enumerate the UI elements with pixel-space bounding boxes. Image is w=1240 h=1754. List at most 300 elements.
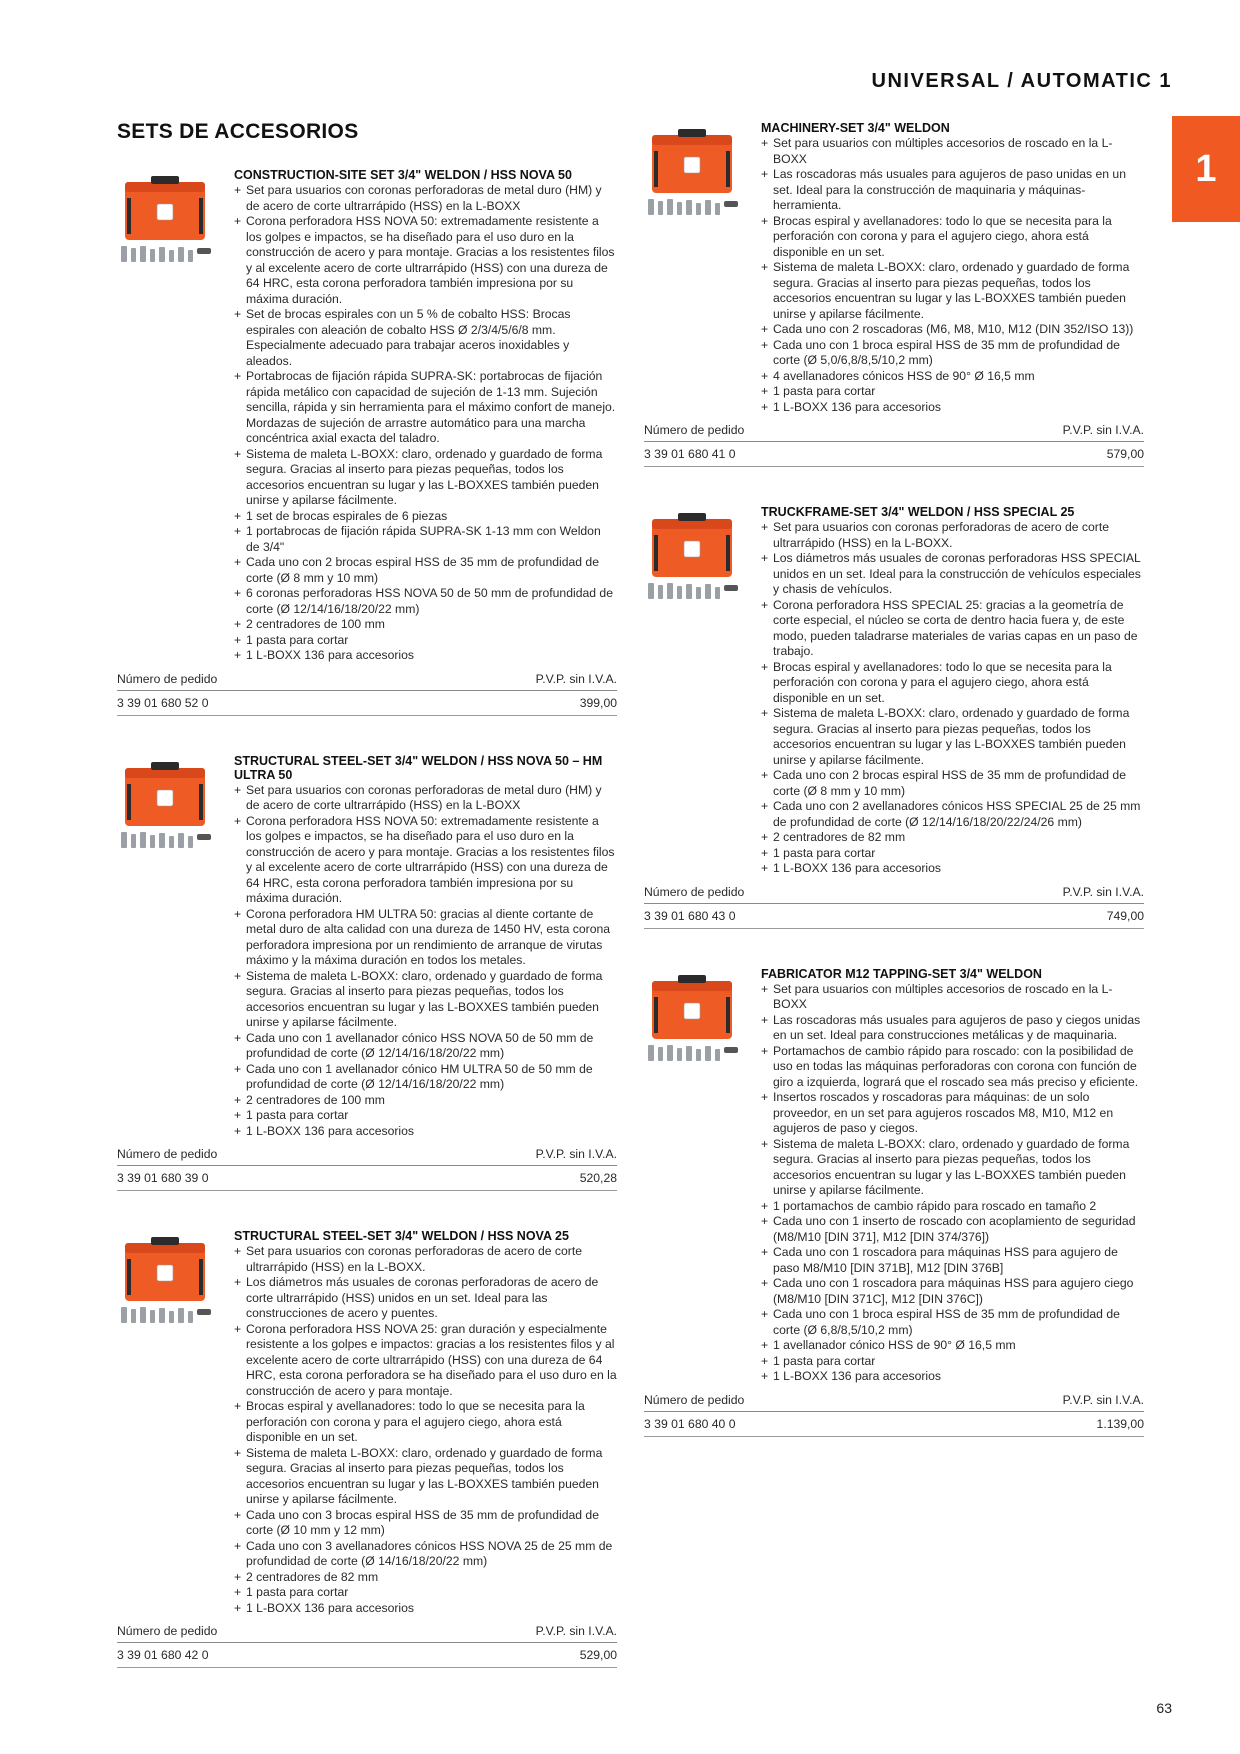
case-label bbox=[684, 1003, 700, 1019]
case-latch bbox=[199, 784, 203, 820]
feature-text: Set de brocas espirales con un 5 % de cobalto HSS: Brocas espirales con aleación de cobalto HSS Ø 2/3/4/5/6/8 mm. Especialmente adecuado para trabajar aceros inoxidables y aleados. bbox=[246, 307, 571, 368]
order-number-label: Número de pedido bbox=[644, 423, 745, 437]
l-boxx-product-image bbox=[117, 756, 221, 858]
feature-item bbox=[234, 1124, 617, 1140]
feature-item bbox=[234, 214, 617, 307]
feature-item bbox=[234, 369, 617, 447]
feature-item bbox=[761, 400, 1144, 416]
feature-text: Sistema de maleta L-BOXX: claro, ordenado y guardado de forma segura. Gracias al inserto para piezas pequeñas, todos los accesorios encuentran su lugar y las L-BOXXES también pueden unirse y apilarse fácilmente. bbox=[773, 1136, 1130, 1197]
case-latch bbox=[199, 1259, 203, 1295]
feature-text: 1 L-BOXX 136 para accesorios bbox=[246, 648, 415, 662]
price-label: P.V.P. sin I.V.A. bbox=[1062, 1392, 1144, 1407]
feature-item bbox=[234, 1446, 617, 1508]
feature-item bbox=[234, 183, 617, 214]
case-handle bbox=[151, 176, 179, 184]
feature-item bbox=[761, 1307, 1144, 1338]
l-boxx-product-image bbox=[644, 123, 748, 225]
bullet-plus-icon: + bbox=[761, 1214, 769, 1228]
feature-text: Set para usuarios con coronas perforadoras de metal duro (HM) y de acero de corte ultrarrápido (HSS) en la L-BOXX bbox=[246, 782, 602, 812]
feature-text: Cada uno con 2 avellanadores cónicos HSS SPECIAL 25 de 25 mm de profundidad de corte (Ø 12/14/16/18/20/22/24/26 mm) bbox=[773, 799, 1141, 829]
feature-item bbox=[761, 136, 1144, 167]
right-column bbox=[644, 121, 1144, 1437]
feature-text: Set para usuarios con múltiples accesorios de roscado en la L-BOXX bbox=[773, 136, 1113, 166]
feature-item bbox=[761, 1245, 1144, 1276]
accessory-tools bbox=[648, 199, 738, 215]
accessory-tools bbox=[121, 1307, 211, 1323]
feature-item bbox=[234, 586, 617, 617]
feature-item bbox=[761, 1090, 1144, 1137]
bullet-plus-icon: + bbox=[761, 167, 769, 181]
bullet-plus-icon: + bbox=[761, 1276, 769, 1290]
bullet-plus-icon: + bbox=[234, 508, 242, 523]
bullet-plus-icon: + bbox=[761, 399, 769, 414]
feature-text: Set para usuarios con coronas perforadoras de metal duro (HM) y de acero de corte ultrarrápido (HSS) en la L-BOXX bbox=[246, 183, 602, 213]
case-label bbox=[684, 541, 700, 557]
bullet-plus-icon: + bbox=[761, 1136, 769, 1151]
feature-text: 1 L-BOXX 136 para accesorios bbox=[773, 861, 942, 875]
bullet-plus-icon: + bbox=[234, 632, 242, 647]
feature-item bbox=[761, 830, 1144, 846]
order-table-row bbox=[117, 1166, 617, 1191]
feature-item bbox=[234, 648, 617, 664]
feature-item bbox=[761, 1199, 1144, 1215]
bullet-plus-icon: + bbox=[234, 648, 242, 662]
feature-item bbox=[234, 1570, 617, 1586]
feature-text: 4 avellanadores cónicos HSS de 90° Ø 16,5 mm bbox=[773, 368, 1035, 383]
feature-list bbox=[761, 982, 1144, 1385]
feature-text: Corona perforadora HSS SPECIAL 25: gracias a la geometría de corte especial, el núcleo se corta de dentro hacia fuera y, de este modo, pueden taladrarse materiales de varias capas en un paso de trabajo. bbox=[773, 597, 1138, 658]
product-entry bbox=[117, 168, 617, 716]
bullet-plus-icon: + bbox=[761, 260, 769, 274]
case-handle bbox=[151, 1237, 179, 1245]
feature-text: 1 L-BOXX 136 para accesorios bbox=[773, 399, 942, 414]
case-latch bbox=[127, 198, 131, 234]
price-label: P.V.P. sin I.V.A. bbox=[535, 1147, 617, 1161]
feature-text: Cada uno con 3 avellanadores cónicos HSS NOVA 25 de 25 mm de profundidad de corte (Ø 14/16/18/20/22 mm) bbox=[246, 1538, 613, 1568]
case-label bbox=[157, 1265, 173, 1281]
accessory-tools bbox=[121, 832, 211, 848]
feature-text: Cada uno con 1 avellanador cónico HM ULTRA 50 de 50 mm de profundidad de corte (Ø 12/14/16/18/20/22 mm) bbox=[246, 1061, 593, 1091]
feature-text: Cada uno con 2 roscadoras (M6, M8, M10, M12 (DIN 352/ISO 13)) bbox=[773, 322, 1134, 336]
order-table-row bbox=[117, 691, 617, 716]
feature-item bbox=[234, 555, 617, 586]
feature-item bbox=[761, 369, 1144, 385]
order-table-row bbox=[644, 904, 1144, 929]
bullet-plus-icon: + bbox=[761, 861, 769, 875]
product-body bbox=[234, 168, 617, 664]
feature-text: Brocas espiral y avellanadores: todo lo que se necesita para la perforación con corona y para el agujero ciego, ahora está disponible en un set. bbox=[246, 1399, 585, 1444]
feature-text: Los diámetros más usuales de coronas perforadoras HSS SPECIAL unidos en un set. Ideal para la construcción de vehículos especiales y chasis de vehículos. bbox=[773, 551, 1141, 596]
order-table bbox=[644, 421, 1144, 467]
product-body bbox=[761, 121, 1144, 415]
feature-text: Las roscadoras más usuales para agujeros de paso unidas en un set. Ideal para la construcción de maquinaria y máquinas-herramienta. bbox=[773, 167, 1126, 212]
feature-text: Cada uno con 1 inserto de roscado con acoplamiento de seguridad (M8/M10 [DIN 371], M12 [DIN 374/376]) bbox=[773, 1214, 1136, 1244]
feature-item bbox=[761, 1369, 1144, 1385]
feature-item bbox=[234, 1539, 617, 1570]
feature-text: 1 portamachos de cambio rápido para roscado en tamaño 2 bbox=[773, 1198, 1097, 1213]
bullet-plus-icon: + bbox=[234, 1445, 242, 1460]
order-table bbox=[117, 670, 617, 716]
bullet-plus-icon: + bbox=[234, 1030, 242, 1045]
feature-text: Corona perforadora HSS NOVA 25: gran duración y especialmente resistente a los golpes e impactos: gracias a los resistentes filos y al excelente acero de corte ultrarrápido (HSS) con una dureza de 64 HRC, esta corona perforadora se ha diseñado para el uso duro en la construcción de acero y para montaje. bbox=[246, 1321, 617, 1398]
feature-text: 1 set de brocas espirales de 6 piezas bbox=[246, 508, 448, 523]
feature-text: Sistema de maleta L-BOXX: claro, ordenado y guardado de forma segura. Gracias al inserto para piezas pequeñas, todos los accesorios encuentran su lugar y las L-BOXXES también pueden unirse y apilarse fácilmente. bbox=[773, 706, 1130, 767]
feature-list bbox=[761, 136, 1144, 415]
order-table-header bbox=[644, 1391, 1144, 1412]
feature-item bbox=[234, 969, 617, 1031]
feature-item bbox=[761, 384, 1144, 400]
case-label bbox=[157, 204, 173, 220]
bullet-plus-icon: + bbox=[761, 830, 769, 844]
bullet-plus-icon: + bbox=[761, 384, 769, 398]
order-number-label: Número de pedido bbox=[644, 1392, 745, 1407]
feature-item bbox=[761, 768, 1144, 799]
price-label: P.V.P. sin I.V.A. bbox=[1062, 884, 1144, 899]
bullet-plus-icon: + bbox=[761, 799, 769, 813]
chapter-tab: 1 bbox=[1172, 116, 1240, 222]
feature-item bbox=[234, 1244, 617, 1275]
feature-item bbox=[761, 520, 1144, 551]
product-title: TRUCKFRAME-SET 3/4" WELDON / HSS SPECIAL 25 bbox=[761, 505, 1075, 519]
feature-text: Portabrocas de fijación rápida SUPRA-SK: portabrocas de fijación rápida metálico con capacidad de sujeción de 1-13 mm. Sujeción sencilla, rápida y sin herramienta para el máximo confort de manejo. Mordazas de sujeción de arrastre automático para una marcha concéntrica axial exacta del taladro. bbox=[246, 369, 616, 445]
bullet-plus-icon: + bbox=[234, 307, 242, 321]
bullet-plus-icon: + bbox=[761, 368, 769, 383]
order-number-label: Número de pedido bbox=[644, 884, 745, 899]
bullet-plus-icon: + bbox=[234, 586, 242, 600]
section-title: SETS DE ACCESORIOS bbox=[117, 120, 359, 143]
bullet-plus-icon: + bbox=[761, 136, 769, 150]
bullet-plus-icon: + bbox=[234, 782, 242, 797]
feature-text: Sistema de maleta L-BOXX: claro, ordenado y guardado de forma segura. Gracias al inserto para piezas pequeñas, todos los accesorios encuentran su lugar y las L-BOXXES también pueden unirse y apilarse fácilmente. bbox=[246, 1445, 603, 1506]
page-header-title: UNIVERSAL / AUTOMATIC 1 bbox=[871, 70, 1172, 92]
product-spacer bbox=[644, 929, 1144, 967]
price-value: 529,00 bbox=[579, 1648, 617, 1662]
bullet-plus-icon: + bbox=[761, 1307, 769, 1321]
product-body bbox=[761, 505, 1144, 877]
bullet-plus-icon: + bbox=[761, 768, 769, 782]
feature-item bbox=[761, 846, 1144, 862]
case-latch bbox=[654, 535, 658, 571]
feature-text: Los diámetros más usuales de coronas perforadoras de acero de corte ultrarrápido (HSS) unidos en un set. Ideal para las construcciones de acero y puentes. bbox=[246, 1275, 599, 1320]
feature-text: Las roscadoras más usuales para agujeros de paso y ciegos unidas en un set. Ideal para construcciones metálicas y de maquinaria. bbox=[773, 1012, 1141, 1042]
order-number: 3 39 01 680 43 0 bbox=[644, 908, 736, 923]
bullet-plus-icon: + bbox=[234, 1399, 242, 1413]
product-title: FABRICATOR M12 TAPPING-SET 3/4" WELDON bbox=[761, 966, 1042, 981]
feature-item bbox=[234, 783, 617, 814]
order-number: 3 39 01 680 42 0 bbox=[117, 1648, 209, 1662]
feature-item bbox=[234, 524, 617, 555]
feature-item bbox=[761, 1044, 1144, 1091]
feature-item bbox=[234, 1322, 617, 1400]
bullet-plus-icon: + bbox=[234, 1275, 242, 1289]
feature-text: 1 pasta para cortar bbox=[773, 384, 876, 398]
feature-text: Cada uno con 1 roscadora para máquinas HSS para agujero ciego (M8/M10 [DIN 371C], M12 [DIN 376C]) bbox=[773, 1276, 1134, 1306]
product-entry bbox=[117, 754, 617, 1192]
order-table-header bbox=[117, 1622, 617, 1643]
left-column bbox=[117, 168, 617, 1668]
bullet-plus-icon: + bbox=[234, 1321, 242, 1336]
bullet-plus-icon: + bbox=[761, 213, 769, 228]
feature-text: 2 centradores de 82 mm bbox=[773, 830, 906, 844]
feature-list bbox=[234, 783, 617, 1140]
feature-item bbox=[761, 338, 1144, 369]
feature-item bbox=[761, 598, 1144, 660]
product-title: CONSTRUCTION-SITE SET 3/4" WELDON / HSS NOVA 50 bbox=[234, 168, 572, 182]
accessory-tools bbox=[121, 246, 211, 262]
bullet-plus-icon: + bbox=[234, 1569, 242, 1584]
feature-text: 1 pasta para cortar bbox=[246, 632, 349, 647]
feature-text: 1 avellanador cónico HSS de 90° Ø 16,5 mm bbox=[773, 1338, 1016, 1352]
product-body bbox=[234, 1229, 617, 1616]
order-table-row bbox=[117, 1643, 617, 1668]
bullet-plus-icon: + bbox=[234, 1244, 242, 1258]
feature-item bbox=[761, 660, 1144, 707]
product-title: STRUCTURAL STEEL-SET 3/4" WELDON / HSS NOVA 50 – HM ULTRA 50 bbox=[234, 753, 603, 782]
order-table-header bbox=[644, 421, 1144, 442]
feature-item bbox=[761, 799, 1144, 830]
case-latch bbox=[127, 1259, 131, 1295]
bullet-plus-icon: + bbox=[761, 845, 769, 860]
feature-item bbox=[234, 1031, 617, 1062]
feature-text: 6 coronas perforadoras HSS NOVA 50 de 50 mm de profundidad de corte (Ø 12/14/16/18/20/22 mm) bbox=[246, 586, 613, 616]
bullet-plus-icon: + bbox=[234, 813, 242, 828]
bullet-plus-icon: + bbox=[234, 1507, 242, 1522]
case-latch bbox=[726, 535, 730, 571]
product-title: STRUCTURAL STEEL-SET 3/4" WELDON / HSS NOVA 25 bbox=[234, 1229, 569, 1243]
price-value: 749,00 bbox=[1106, 908, 1144, 923]
bullet-plus-icon: + bbox=[761, 1353, 769, 1368]
order-table bbox=[117, 1145, 617, 1191]
product-body bbox=[234, 754, 617, 1140]
feature-item bbox=[761, 1013, 1144, 1044]
case-label bbox=[157, 790, 173, 806]
accessory-tools bbox=[648, 1045, 738, 1061]
feature-text: 1 pasta para cortar bbox=[773, 845, 876, 860]
feature-item bbox=[761, 1214, 1144, 1245]
product-spacer bbox=[117, 716, 617, 754]
feature-item bbox=[761, 982, 1144, 1013]
feature-list bbox=[234, 183, 617, 664]
price-value: 520,28 bbox=[579, 1171, 617, 1185]
case-latch bbox=[726, 997, 730, 1033]
bullet-plus-icon: + bbox=[761, 1198, 769, 1213]
case-latch bbox=[127, 784, 131, 820]
product-entry bbox=[117, 1229, 617, 1668]
price-value: 399,00 bbox=[579, 695, 617, 710]
feature-item bbox=[234, 447, 617, 509]
feature-text: Corona perforadora HSS NOVA 50: extremadamente resistente a los golpes e impactos, se ha diseñado para el uso duro en la construcción de acero y para montaje. Gracias a los resistentes filos y al excelente acero de corte ultrarrápido (HSS) con una dureza de 64 HRC, esta corona perforadora también impresiona por su máxima duración. bbox=[246, 813, 615, 905]
feature-text: Cada uno con 1 roscadora para máquinas HSS para agujero de paso M8/M10 [DIN 371B], M12 [DIN 376B] bbox=[773, 1245, 1118, 1275]
product-entry bbox=[644, 967, 1144, 1437]
bullet-plus-icon: + bbox=[761, 1369, 769, 1383]
feature-item bbox=[234, 1093, 617, 1109]
bullet-plus-icon: + bbox=[761, 1043, 769, 1058]
feature-text: Cada uno con 1 broca espiral HSS de 35 mm de profundidad de corte (Ø 6,8/8,5/10,2 mm) bbox=[773, 1307, 1120, 1337]
case-latch bbox=[654, 151, 658, 187]
accessory-tools bbox=[648, 583, 738, 599]
price-value: 579,00 bbox=[1106, 447, 1144, 461]
feature-item bbox=[234, 1275, 617, 1322]
bullet-plus-icon: + bbox=[761, 520, 769, 534]
feature-text: Set para usuarios con coronas perforadoras de acero de corte ultrarrápido (HSS) en la L-BOXX. bbox=[773, 520, 1110, 550]
feature-item bbox=[761, 1137, 1144, 1199]
order-number: 3 39 01 680 41 0 bbox=[644, 447, 736, 461]
price-label: P.V.P. sin I.V.A. bbox=[535, 671, 617, 686]
feature-text: Corona perforadora HSS NOVA 50: extremadamente resistente a los golpes e impactos, se ha diseñado para el uso duro en la construcción de acero y para montaje. Gracias a los resistentes filos y al excelente acero de corte ultrarrápido (HSS) con una dureza de 64 HRC, esta corona perforadora también impresiona por su máxima duración. bbox=[246, 214, 615, 306]
order-table-row bbox=[644, 1412, 1144, 1437]
feature-text: Brocas espiral y avellanadores: todo lo que se necesita para la perforación con corona y para el agujero ciego, ahora está disponible en un set. bbox=[773, 659, 1112, 705]
bullet-plus-icon: + bbox=[234, 968, 242, 983]
feature-text: 1 pasta para cortar bbox=[246, 1585, 349, 1599]
bullet-plus-icon: + bbox=[234, 1123, 242, 1138]
order-number-label: Número de pedido bbox=[117, 1624, 218, 1638]
feature-item bbox=[761, 167, 1144, 214]
feature-item bbox=[234, 814, 617, 907]
feature-item bbox=[234, 1585, 617, 1601]
feature-item bbox=[234, 1601, 617, 1617]
feature-item bbox=[761, 1276, 1144, 1307]
feature-item bbox=[761, 322, 1144, 338]
feature-text: 2 centradores de 82 mm bbox=[246, 1569, 379, 1584]
l-boxx-product-image bbox=[117, 1231, 221, 1333]
product-title: MACHINERY-SET 3/4" WELDON bbox=[761, 121, 950, 135]
bullet-plus-icon: + bbox=[761, 337, 769, 352]
order-number: 3 39 01 680 39 0 bbox=[117, 1171, 209, 1185]
bullet-plus-icon: + bbox=[234, 524, 242, 538]
order-table-header bbox=[117, 670, 617, 691]
feature-text: 1 pasta para cortar bbox=[246, 1108, 349, 1122]
l-boxx-product-image bbox=[644, 969, 748, 1071]
feature-text: Cada uno con 3 brocas espiral HSS de 35 mm de profundidad de corte (Ø 10 mm y 12 mm) bbox=[246, 1507, 599, 1537]
feature-text: 1 portabrocas de fijación rápida SUPRA-SK 1-13 mm con Weldon de 3/4" bbox=[246, 524, 601, 554]
product-spacer bbox=[644, 467, 1144, 505]
feature-item bbox=[234, 1108, 617, 1124]
feature-item bbox=[761, 706, 1144, 768]
feature-item bbox=[761, 1354, 1144, 1370]
order-number: 3 39 01 680 52 0 bbox=[117, 695, 209, 710]
feature-text: Corona perforadora HM ULTRA 50: gracias al diente cortante de metal duro de alta calidad con una dureza de 1450 HV, esta corona perforadora impresiona por un rendimiento de arranque de virutas máximo y la máxima duración en todos los metales. bbox=[246, 906, 611, 967]
bullet-plus-icon: + bbox=[761, 1012, 769, 1027]
bullet-plus-icon: + bbox=[234, 1600, 242, 1615]
price-value: 1.139,00 bbox=[1096, 1416, 1144, 1431]
bullet-plus-icon: + bbox=[234, 1092, 242, 1107]
case-latch bbox=[654, 997, 658, 1033]
bullet-plus-icon: + bbox=[761, 706, 769, 720]
feature-text: 1 L-BOXX 136 para accesorios bbox=[246, 1600, 415, 1615]
feature-item bbox=[234, 1399, 617, 1446]
bullet-plus-icon: + bbox=[234, 906, 242, 921]
feature-text: Insertos roscados y roscadoras para máquinas: de un solo proveedor, en un set para agujeros roscados M8, M10, M12 en agujeros de paso y ciegos. bbox=[773, 1090, 1114, 1135]
feature-text: Portamachos de cambio rápido para roscado: con la posibilidad de uso en todas las máquinas perforadoras con corona con función de giro a izquierda, logrará que el roscado sea más preciso y eficiente. bbox=[773, 1043, 1139, 1089]
feature-text: 1 L-BOXX 136 para accesorios bbox=[246, 1123, 415, 1138]
feature-text: 2 centradores de 100 mm bbox=[246, 617, 385, 631]
bullet-plus-icon: + bbox=[234, 555, 242, 569]
bullet-plus-icon: + bbox=[761, 551, 769, 565]
bullet-plus-icon: + bbox=[234, 1585, 242, 1599]
order-table bbox=[117, 1622, 617, 1668]
feature-item bbox=[761, 1338, 1144, 1354]
bullet-plus-icon: + bbox=[761, 981, 769, 996]
feature-list bbox=[761, 520, 1144, 877]
feature-item bbox=[761, 260, 1144, 322]
bullet-plus-icon: + bbox=[761, 1338, 769, 1352]
product-entry bbox=[644, 121, 1144, 467]
feature-text: Cada uno con 1 avellanador cónico HSS NOVA 50 de 50 mm de profundidad de corte (Ø 12/14/16/18/20/22 mm) bbox=[246, 1030, 594, 1060]
product-entry bbox=[644, 505, 1144, 929]
bullet-plus-icon: + bbox=[234, 446, 242, 461]
bullet-plus-icon: + bbox=[234, 1061, 242, 1076]
feature-text: 1 pasta para cortar bbox=[773, 1353, 876, 1368]
feature-text: Cada uno con 2 brocas espiral HSS de 35 mm de profundidad de corte (Ø 8 mm y 10 mm) bbox=[246, 555, 599, 585]
feature-item bbox=[761, 861, 1144, 877]
feature-item bbox=[234, 617, 617, 633]
feature-text: Brocas espiral y avellanadores: todo lo que se necesita para la perforación con corona y para el agujero ciego, ahora está disponible en un set. bbox=[773, 213, 1112, 259]
feature-text: Set para usuarios con múltiples accesorios de roscado en la L-BOXX bbox=[773, 981, 1113, 1011]
feature-text: Sistema de maleta L-BOXX: claro, ordenado y guardado de forma segura. Gracias al inserto para piezas pequeñas, todos los accesorios encuentran su lugar y las L-BOXXES también pueden unirse y apilarse fácilmente. bbox=[773, 260, 1130, 321]
order-number: 3 39 01 680 40 0 bbox=[644, 1416, 736, 1431]
case-latch bbox=[726, 151, 730, 187]
product-body bbox=[761, 967, 1144, 1385]
bullet-plus-icon: + bbox=[761, 659, 769, 674]
bullet-plus-icon: + bbox=[234, 1108, 242, 1122]
feature-text: Sistema de maleta L-BOXX: claro, ordenado y guardado de forma segura. Gracias al inserto para piezas pequeñas, todos los accesorios encuentran su lugar y las L-BOXXES también pueden unirse y apilarse fácilmente. bbox=[246, 446, 603, 507]
feature-item bbox=[234, 307, 617, 369]
bullet-plus-icon: + bbox=[761, 1090, 769, 1104]
bullet-plus-icon: + bbox=[234, 214, 242, 228]
bullet-plus-icon: + bbox=[761, 597, 769, 612]
l-boxx-product-image bbox=[644, 507, 748, 609]
order-table-row bbox=[644, 442, 1144, 467]
feature-item bbox=[234, 907, 617, 969]
bullet-plus-icon: + bbox=[234, 1538, 242, 1553]
order-number-label: Número de pedido bbox=[117, 671, 218, 686]
price-label: P.V.P. sin I.V.A. bbox=[1062, 423, 1144, 437]
bullet-plus-icon: + bbox=[234, 183, 242, 197]
feature-item bbox=[234, 1508, 617, 1539]
case-handle bbox=[151, 762, 179, 770]
case-handle bbox=[678, 513, 706, 521]
bullet-plus-icon: + bbox=[234, 369, 242, 383]
feature-list bbox=[234, 1244, 617, 1616]
feature-text: Cada uno con 2 brocas espiral HSS de 35 mm de profundidad de corte (Ø 8 mm y 10 mm) bbox=[773, 768, 1126, 798]
case-handle bbox=[678, 975, 706, 983]
page-number: 63 bbox=[1156, 1700, 1172, 1716]
order-table bbox=[644, 883, 1144, 929]
case-latch bbox=[199, 198, 203, 234]
order-table-header bbox=[644, 883, 1144, 904]
feature-text: 2 centradores de 100 mm bbox=[246, 1092, 385, 1107]
feature-text: Set para usuarios con coronas perforadoras de acero de corte ultrarrápido (HSS) en la L-BOXX. bbox=[246, 1244, 583, 1274]
order-table bbox=[644, 1391, 1144, 1437]
bullet-plus-icon: + bbox=[761, 322, 769, 336]
l-boxx-product-image bbox=[117, 170, 221, 272]
bullet-plus-icon: + bbox=[234, 617, 242, 631]
feature-text: 1 L-BOXX 136 para accesorios bbox=[773, 1369, 942, 1383]
product-spacer bbox=[117, 1191, 617, 1229]
case-label bbox=[684, 157, 700, 173]
feature-item bbox=[234, 509, 617, 525]
feature-text: Sistema de maleta L-BOXX: claro, ordenado y guardado de forma segura. Gracias al inserto para piezas pequeñas, todos los accesorios encuentran su lugar y las L-BOXXES también pueden unirse y apilarse fácilmente. bbox=[246, 968, 603, 1029]
feature-item bbox=[761, 214, 1144, 261]
feature-item bbox=[761, 551, 1144, 598]
order-number-label: Número de pedido bbox=[117, 1147, 218, 1161]
bullet-plus-icon: + bbox=[761, 1245, 769, 1259]
feature-item bbox=[234, 1062, 617, 1093]
case-handle bbox=[678, 129, 706, 137]
feature-item bbox=[234, 633, 617, 649]
feature-text: Cada uno con 1 broca espiral HSS de 35 mm de profundidad de corte (Ø 5,0/6,8/8,5/10,2 mm) bbox=[773, 337, 1120, 367]
order-table-header bbox=[117, 1145, 617, 1166]
